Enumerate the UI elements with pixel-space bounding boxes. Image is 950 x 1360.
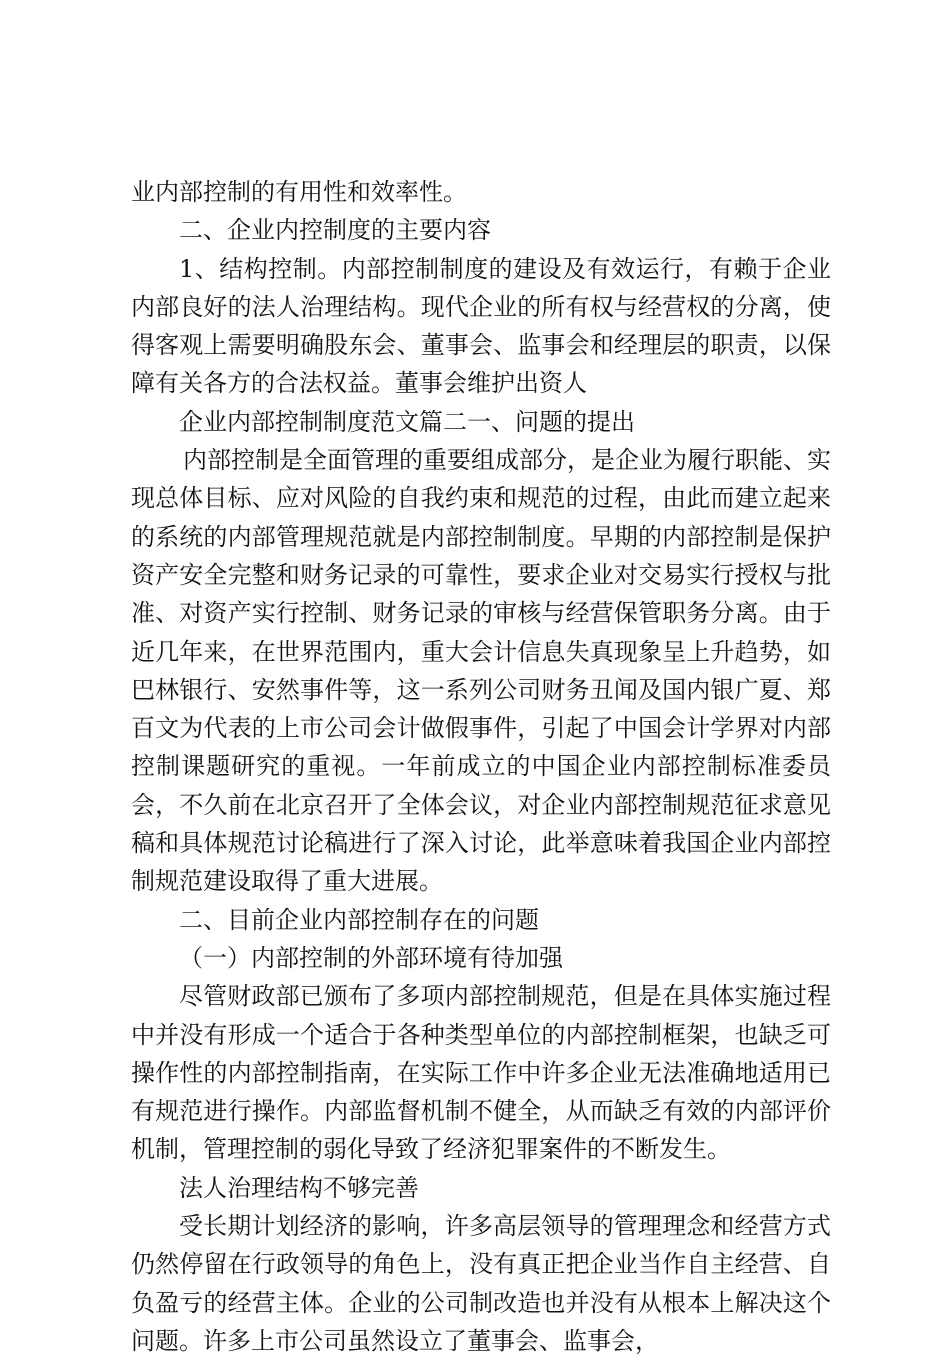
paragraph-corporate-governance: 受长期计划经济的影响，许多高层领导的管理理念和经营方式仍然停留在行政领导的角色上，没有真正把企业当作自主经营、自负盈亏的经营主体。企业的公司制改造也并没有从根本上解决这个问题。许多上市公司虽然设立了董事会、监事会，	[131, 1212, 831, 1355]
subheading-external-environment: （一）内部控制的外部环境有待加强	[179, 943, 563, 972]
paragraph-external-environment: 尽管财政部已颁布了多项内部控制规范，但是在具体实施过程中并没有形成一个适合于各种类型单位的内部控制框架，也缺乏可操作性的内部控制指南，在实际工作中许多企业无法准确地适用已有规范进行操作。内部监督机制不健全，从而缺乏有效的内部评价机制，管理控制的弱化导致了经济犯罪案件的不断发生。	[131, 982, 831, 1164]
article-title-part-two: 企业内部控制制度范文篇二一、问题的提出	[179, 407, 635, 436]
paragraph-continuation: 业内部控制的有用性和效率性。	[131, 178, 467, 206]
paragraph-structure-control: 1、结构控制。内部控制制度的建设及有效运行，有赖于企业内部良好的法人治理结构。现代企业的所有权与经营权的分离，使得客观上需要明确股东会、董事会、监事会和经理层的职责，以保障有关各方的合法权益。董事会维护出资人	[131, 254, 831, 398]
paragraph-internal-control-overview: 内部控制是全面管理的重要组成部分，是企业为履行职能、实现总体目标、应对风险的自我约束和规范的过程，由此而建立起来的系统的内部管理规范就是内部控制制度。早期的内部控制是保护资产安全完整和财务记录的可靠性，要求企业对交易实行授权与批准、对资产实行控制、财务记录的审核与经营保管职务分离。由于近几年来，在世界范围内，重大会计信息失真现象呈上升趋势，如巴林银行、安然事件等，这一系列公司财务丑闻及国内银广夏、郑百文为代表的上市公司会计做假事件，引起了中国会计学界对内部控制课题研究的重视。一年前成立的中国企业内部控制标准委员会，不久前在北京召开了全体会议，对企业内部控制规范征求意见稿和具体规范讨论稿进行了深入讨论，此举意味着我国企业内部控制规范建设取得了重大进展。	[131, 446, 831, 896]
subheading-corporate-governance: 法人治理结构不够完善	[179, 1173, 419, 1202]
section-heading-current-problems: 二、目前企业内部控制存在的问题	[179, 905, 539, 934]
document-body	[131, 173, 831, 1360]
section-heading-main-content: 二、企业内控制度的主要内容	[179, 216, 491, 245]
